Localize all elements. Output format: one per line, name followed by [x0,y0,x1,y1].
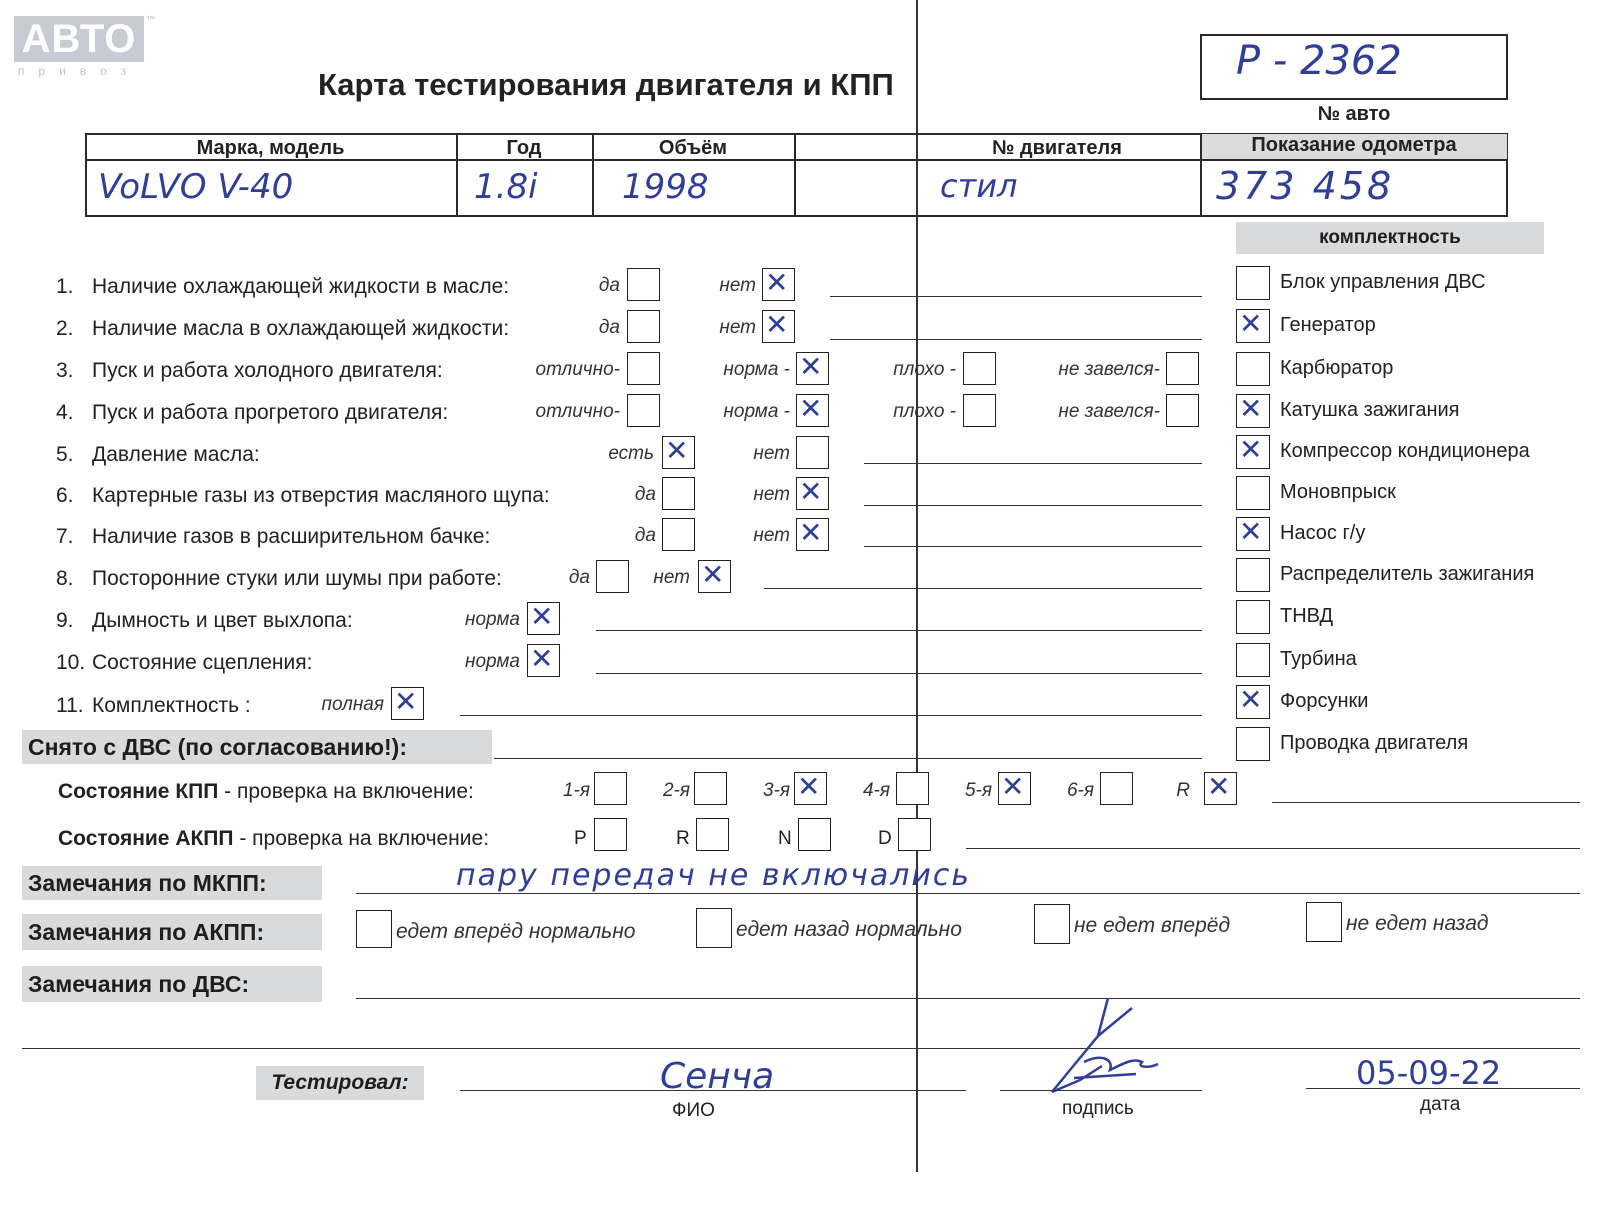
q3-excellent-checkbox[interactable] [627,352,660,385]
kit-item-label: Распределитель зажигания [1280,563,1535,585]
kpp-gear-3-label: 3-я [762,780,790,801]
question-9 [56,609,353,633]
question-4 [56,401,448,425]
kit-item-label: Катушка зажигания [1280,399,1460,421]
akpp-d-checkbox[interactable] [898,818,931,851]
kit-item-checkbox[interactable] [1236,352,1270,386]
logo-subtitle: привоз [17,64,141,78]
q3-excellent-label: отлично- [535,359,620,380]
q2-yes-checkbox[interactable] [627,310,660,343]
question-7 [56,525,490,549]
akpp-no-reverse-label: не едет назад [1346,912,1489,935]
q11-full-label: полная [321,694,384,715]
brand-value: VoLVO V-40 [98,167,294,207]
kpp-gear-2-label: 2-я [662,780,690,801]
kit-item-checkbox[interactable] [1236,266,1270,300]
akpp-p-label: P [574,828,587,849]
year-value: 1.8i [474,167,538,207]
kpp-gear-r-checkbox[interactable] [1204,772,1237,805]
engine-value: стил [940,167,1018,205]
q10-notes-line[interactable] [596,673,1202,674]
akpp-d-label: D [878,828,892,849]
question-number: 6. [56,484,74,507]
kpp-gear-1-label: 1-я [562,780,590,801]
question-3 [56,359,443,383]
question-1 [56,275,509,299]
q3-bad-checkbox[interactable] [963,352,996,385]
q5-notes-line[interactable] [864,463,1202,464]
q2-no-checkbox[interactable] [762,310,795,343]
q6-yes-checkbox[interactable] [662,477,695,510]
question-number: 4. [56,401,74,424]
kit-item-checkbox[interactable] [1236,558,1270,592]
q8-yes-checkbox[interactable] [596,560,629,593]
question-text: Давление масла: [92,443,260,466]
remarks-mkpp-label: Замечания по МКПП: [22,866,322,900]
q11-notes-line[interactable] [460,715,1202,716]
remarks-dvs-label: Замечания по ДВС: [22,966,322,1002]
trademark: ™ [146,14,155,24]
kpp-label-rest: - проверка на включение: [218,780,474,803]
akpp-p-checkbox[interactable] [594,818,627,851]
q4-excellent-checkbox[interactable] [627,394,660,427]
question-number: 2. [56,317,74,340]
question-number: 5. [56,443,74,466]
volume-label: Объём [658,137,728,159]
kit-item-checkbox[interactable] [1236,517,1270,551]
q11-full-checkbox[interactable] [391,687,424,720]
removed-label: Снято с ДВС (по согласованию!): [22,730,492,764]
kpp-notes-line[interactable] [1272,802,1580,803]
akpp-r-checkbox[interactable] [696,818,729,851]
akpp-reverse-ok-checkbox[interactable] [696,908,732,948]
kpp-gear-5-label: 5-я [964,780,992,801]
question-text: Наличие газов в расширительном бачке: [92,525,491,548]
question-8 [56,567,502,591]
kpp-gear-6-label: 6-я [1066,780,1094,801]
q10-normal-checkbox[interactable] [527,644,560,677]
q4-bad-label: плохо - [893,401,956,422]
kit-item-checkbox[interactable] [1236,600,1270,634]
q3-bad-label: плохо - [893,359,956,380]
volume-value: 1998 [622,167,709,207]
akpp-no-forward-label: не едет вперёд [1074,914,1231,937]
q4-bad-checkbox[interactable] [963,394,996,427]
q1-no-checkbox[interactable] [762,268,795,301]
kpp-gear-1-checkbox[interactable] [594,772,627,805]
q6-no-label: нет [753,484,790,505]
question-text: Картерные газы из отверстия масляного щупа: [92,484,550,507]
kit-item-checkbox[interactable] [1236,685,1270,719]
akpp-r-label: R [676,828,690,849]
kit-item-label: Блок управления ДВС [1280,271,1486,293]
kit-item-label: Генератор [1280,314,1376,336]
akpp-forward-ok-checkbox[interactable] [356,910,392,948]
akpp-label [58,827,489,851]
kit-item-label: Форсунки [1280,690,1369,712]
kit-item-checkbox[interactable] [1236,727,1270,761]
test-date: 05-09-22 [1356,1054,1502,1092]
kit-item-checkbox[interactable] [1236,435,1270,469]
q8-yes-label: да [568,567,590,588]
year-label: Год [506,137,542,159]
question-text: Пуск и работа прогретого двигателя: [92,401,449,424]
q10-normal-label: норма [465,651,520,672]
akpp-label-bold: Состояние АКПП [58,827,234,850]
q3-normal-label: норма - [723,359,790,380]
kpp-label-bold: Состояние КПП [58,780,219,803]
question-text: Посторонние стуки или шумы при работе: [92,567,502,590]
question-number: 9. [56,609,74,632]
akpp-notes-line[interactable] [966,848,1580,849]
kpp-gear-4-checkbox[interactable] [896,772,929,805]
q7-yes-label: да [634,525,656,546]
q4-normal-checkbox[interactable] [796,394,829,427]
q1-yes-label: да [598,275,620,296]
akpp-no-reverse-checkbox[interactable] [1306,902,1342,942]
kit-title: комплектность [1236,222,1544,254]
fio-caption: ФИО [672,1100,715,1121]
q6-yes-label: да [634,484,656,505]
kit-item-label: Проводка двигателя [1280,732,1469,754]
remarks-akpp-label: Замечания по АКПП: [22,914,322,950]
tested-label: Тестировал: [256,1066,424,1100]
question-number: 7. [56,525,74,548]
date-line[interactable] [1306,1088,1580,1089]
auto-number-label: № авто [1317,103,1391,125]
remarks-dvs-line[interactable] [356,998,1580,999]
kit-item-label: Карбюратор [1280,357,1394,379]
question-10 [56,651,312,675]
q6-notes-line[interactable] [864,505,1202,506]
odometer-label: Показание одометра [1251,134,1457,156]
question-text: Состояние сцепления: [92,651,313,674]
q9-normal-checkbox[interactable] [527,602,560,635]
fio-line[interactable] [460,1090,966,1091]
kpp-label [58,780,474,804]
akpp-n-label: N [778,828,792,849]
akpp-label-rest: - проверка на включение: [233,827,490,850]
kpp-gear-r-label: R [1176,780,1190,801]
brand-label: Марка, модель [196,137,345,159]
engine-label: № двигателя [992,137,1122,159]
tester-name: Сенча [660,1056,775,1097]
kit-item-label: ТНВД [1280,605,1334,627]
q4-normal-label: норма - [723,401,790,422]
kit-item-checkbox[interactable] [1236,643,1270,677]
q5-no-checkbox[interactable] [796,436,829,469]
q1-no-label: нет [719,275,756,296]
signature-caption: подпись [1062,1098,1134,1119]
q2-notes-line[interactable] [830,339,1202,340]
q1-yes-checkbox[interactable] [627,268,660,301]
kit-item-label: Компрессор кондиционера [1280,440,1530,462]
auto-number-value: Р - 2362 [1236,38,1402,84]
remarks-dvs-line-2[interactable] [22,1048,1580,1049]
question-text: Дымность и цвет выхлопа: [92,609,353,632]
q9-notes-line[interactable] [596,630,1202,631]
kit-item-checkbox[interactable] [1236,394,1270,428]
q8-notes-line[interactable] [764,588,1202,589]
kpp-gear-3-checkbox[interactable] [794,772,827,805]
q1-notes-line[interactable] [830,296,1202,297]
akpp-reverse-ok-label: едет назад нормально [736,918,962,941]
question-11 [56,694,251,718]
q8-no-checkbox[interactable] [698,560,731,593]
akpp-forward-ok-label: едет вперёд нормально [396,920,636,943]
q7-no-label: нет [753,525,790,546]
page-title: Карта тестирования двигателя и КПП [318,67,894,102]
date-caption: дата [1420,1094,1461,1115]
kpp-gear-2-checkbox[interactable] [694,772,727,805]
kpp-gear-5-checkbox[interactable] [998,772,1031,805]
remarks-mkpp-value: пару передач не включались [456,858,972,893]
akpp-no-forward-checkbox[interactable] [1034,904,1070,944]
question-text: Комплектность : [92,694,251,717]
q9-normal-label: норма [465,609,520,630]
q4-excellent-label: отлично- [535,401,620,422]
question-5 [56,443,260,467]
question-6 [56,484,550,508]
q7-yes-checkbox[interactable] [662,518,695,551]
q4-nostart-checkbox[interactable] [1166,394,1199,427]
q2-yes-label: да [598,317,620,338]
signature-stroke [1052,998,1158,1092]
odometer-value: 373 458 [1216,164,1395,208]
q3-normal-checkbox[interactable] [796,352,829,385]
kit-item-checkbox[interactable] [1236,476,1270,510]
remarks-mkpp-line[interactable] [356,893,1580,894]
kit-item-label: Насос г/у [1280,522,1366,544]
q3-nostart-checkbox[interactable] [1166,352,1199,385]
q5-yes-label: есть [608,443,654,464]
q7-notes-line[interactable] [864,546,1202,547]
kpp-gear-4-label: 4-я [862,780,890,801]
akpp-n-checkbox[interactable] [798,818,831,851]
kpp-gear-6-checkbox[interactable] [1100,772,1133,805]
question-number: 11. [56,694,84,717]
q6-no-checkbox[interactable] [796,477,829,510]
question-text: Пуск и работа холодного двигателя: [92,359,443,382]
question-text: Наличие масла в охлаждающей жидкости: [92,317,510,340]
question-number: 1. [56,275,74,298]
q5-no-label: нет [753,443,790,464]
logo: АВТО [14,16,144,62]
question-number: 3. [56,359,74,382]
q8-no-label: нет [653,567,690,588]
question-number: 10. [56,651,86,674]
q5-yes-checkbox[interactable] [662,436,695,469]
kit-item-checkbox[interactable] [1236,309,1270,343]
signature-line[interactable] [1000,1090,1202,1091]
question-text: Наличие охлаждающей жидкости в масле: [92,275,510,298]
question-2 [56,317,509,341]
q3-nostart-label: не завелся- [1058,359,1160,380]
kit-item-label: Моновпрыск [1280,481,1396,503]
removed-line[interactable] [494,758,1202,759]
q4-nostart-label: не завелся- [1058,401,1160,422]
question-number: 8. [56,567,74,590]
kit-item-label: Турбина [1280,648,1357,670]
q2-no-label: нет [719,317,756,338]
q7-no-checkbox[interactable] [796,518,829,551]
